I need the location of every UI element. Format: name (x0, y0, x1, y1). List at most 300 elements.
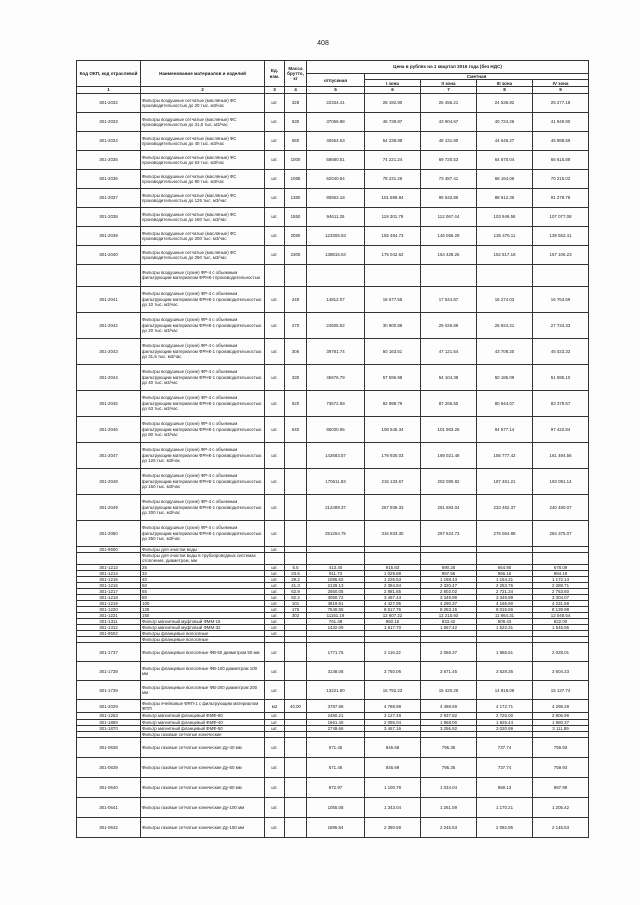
row-unit: шт. (265, 576, 285, 582)
table-row (77, 93, 589, 112)
row-name: Фильтры воздушные сетчатые (масляные) ФС производительностью до 250 тыс. м3/час (141, 245, 265, 264)
row-zone3-price: 1 154.21 (477, 576, 533, 582)
row-zone3-price: 24 536.82 (477, 93, 533, 112)
row-zone1-price: 267 939.33 (365, 494, 421, 520)
row-zone2-price: 833.42 (421, 619, 477, 625)
row-zone1-price: 2 095.04 (365, 719, 421, 725)
row-zone3-price: 4 172.71 (477, 700, 533, 713)
row-zone3-price: 26 924.21 (477, 312, 533, 338)
row-zone3-price: 16 274.03 (477, 286, 533, 312)
table-row (77, 390, 589, 416)
table-body (77, 93, 589, 837)
row-mass: 2300 (285, 245, 307, 264)
row-code: 301-2039 (77, 226, 141, 245)
row-name: Фильтры воздушные (сухие) ФР-4 с объемным фильтрующим материалом ФРНК-1 производительностью до 160 тыс. м3/час (141, 468, 265, 494)
row-zone1-price (365, 264, 421, 286)
row-zone2-price: 1 968.00 (421, 719, 477, 725)
row-code: 301-2035 (77, 150, 141, 169)
row-name: Фильтр магнитный муфтовый ФММ-15 (141, 619, 265, 625)
row-unit: шт. (265, 188, 285, 207)
row-zone4-price: 678.09 (533, 564, 589, 570)
row-unit: шт. (265, 150, 285, 169)
row-unit: шт. (265, 777, 285, 797)
row-zone2-price: 251 693.04 (421, 494, 477, 520)
row-zone2-price (421, 552, 477, 564)
row-zone1-price: 846.69 (365, 757, 421, 777)
row-unit: шт. (265, 93, 285, 112)
row-zone4-price: 12 048.54 (533, 613, 589, 619)
row-zone4-price: 27 734.33 (533, 312, 589, 338)
row-code: 301-2044 (77, 364, 141, 390)
row-zone4-price: 987.99 (533, 777, 589, 797)
row-name: 50 (141, 582, 265, 588)
row-unit (265, 552, 285, 564)
row-name: 32 (141, 570, 265, 576)
header-mass: Масса брутто, кг (285, 61, 307, 87)
row-unit: шт. (265, 494, 285, 520)
row-name: Фильтры воздушные (сухие) ФР-4 с объемным фильтрующим материалом ФРНК-1 производительностью до 250 тыс. м3/час (141, 520, 265, 546)
row-mass: 306 (285, 338, 307, 364)
row-zone4-price: 3 304.07 (533, 594, 589, 600)
row-release-price: 1432.09 (307, 625, 365, 631)
row-mass: 328 (285, 93, 307, 112)
row-name: 25 (141, 564, 265, 570)
row-code: 301-9500 (77, 546, 141, 552)
row-code: 301-1219 (77, 601, 141, 607)
row-zone2-price: 112 067.44 (421, 207, 477, 226)
row-zone4-price: 161 494.56 (533, 442, 589, 468)
row-zone3-price: 68 164.06 (477, 169, 533, 188)
row-release-price: 212489.37 (307, 494, 365, 520)
row-mass: 101 (285, 601, 307, 607)
row-zone2-price: 2 066.37 (421, 643, 477, 662)
row-zone1-price: 1 617.70 (365, 625, 421, 631)
row-unit: шт. (265, 364, 285, 390)
row-zone1-price: 119 301.79 (365, 207, 421, 226)
row-zone4-price: 8 139.98 (533, 607, 589, 613)
row-unit: шт. (265, 131, 285, 150)
row-code: 301-0640 (77, 777, 141, 797)
row-unit: шт. (265, 619, 285, 625)
row-unit: шт. (265, 588, 285, 594)
row-mass: 41.3 (285, 582, 307, 588)
row-zone3-price: 40 724.26 (477, 112, 533, 131)
row-zone1-price: 3 467.16 (365, 725, 421, 731)
row-zone3-price: 966.16 (477, 570, 533, 576)
row-zone1-price: 57 596.98 (365, 364, 421, 390)
row-zone4-price: 15 137.74 (533, 681, 589, 700)
row-mass: 270 (285, 312, 307, 338)
row-zone3-price: 1 985.61 (477, 643, 533, 662)
row-code: 301-1216 (77, 582, 141, 588)
row-release-price: 14812.07 (307, 286, 365, 312)
row-release-price: 2560.05 (307, 588, 365, 594)
row-release-price: 1895.84 (307, 817, 365, 837)
row-release-price: 3148.08 (307, 662, 365, 681)
row-zone2-price: 1 188.43 (421, 576, 477, 582)
row-zone2-price: 48 131.90 (421, 131, 477, 150)
row-zone3-price (477, 264, 533, 286)
row-name: Фильтры воздушные сетчатые (масляные) ФС производительностью до 125 тыс. м3/час (141, 188, 265, 207)
row-zone1-price: 108 545.34 (365, 416, 421, 442)
row-code: 301-2042 (77, 312, 141, 338)
row-release-price: 911.73 (307, 570, 365, 576)
row-zone3-price: 2 721.34 (477, 588, 533, 594)
row-zone4-price: 45 988.59 (533, 131, 589, 150)
row-mass: 302 (285, 613, 307, 619)
row-name: Фильтры для очистки воды в трубопроводных системах отопления, диаметром, мм (141, 552, 265, 564)
row-code: 301-1214 (77, 570, 141, 576)
row-zone2-price: 95 532.85 (421, 188, 477, 207)
row-zone3-price: 664.90 (477, 564, 533, 570)
row-unit: шт. (265, 442, 285, 468)
row-code: 301-2043 (77, 338, 141, 364)
row-name: Фильтры для очистки воды (141, 546, 265, 552)
header-zone3: III зона (477, 80, 533, 87)
row-code: 301-2036 (77, 169, 141, 188)
row-zone3-price: 737.74 (477, 737, 533, 757)
row-zone2-price: 2 245.63 (421, 817, 477, 837)
row-zone4-price: 2 028.01 (533, 643, 589, 662)
row-zone3-price: 156 777.42 (477, 442, 533, 468)
row-zone1-price: 50 163.51 (365, 338, 421, 364)
column-number: 1 (77, 87, 141, 93)
row-zone1-price: 2 390.59 (365, 817, 421, 837)
row-name: Фильтры газовые сетчатые конические Ду-40 мм (141, 737, 265, 757)
row-mass (285, 797, 307, 817)
row-release-price: 761.48 (307, 619, 365, 625)
row-mass: 1380 (285, 188, 307, 207)
row-mass: 249 (285, 286, 307, 312)
row-zone1-price: 846.68 (365, 737, 421, 757)
row-zone4-price: 25 277.18 (533, 93, 589, 112)
row-zone4-price: 16 763.69 (533, 286, 589, 312)
column-number: 2 (141, 87, 265, 93)
row-mass (285, 737, 307, 757)
row-zone3-price: 809.43 (477, 619, 533, 625)
row-mass: 1085 (285, 169, 307, 188)
row-zone2-price: 1 261.59 (421, 797, 477, 817)
row-zone1-price: 4 788.98 (365, 700, 421, 713)
row-zone1-price: 28 192.80 (365, 93, 421, 112)
row-release-price: 142683.57 (307, 442, 365, 468)
row-release-price: 58680.51 (307, 150, 365, 169)
row-name: 100 (141, 601, 265, 607)
row-code: 301-2045 (77, 390, 141, 416)
row-code: 301-2046 (77, 416, 141, 442)
row-zone1-price: 78 231.26 (365, 169, 421, 188)
row-name: 150 (141, 613, 265, 619)
row-zone4-price: 284 375.07 (533, 520, 589, 546)
table-row (77, 643, 589, 662)
table-row (77, 681, 589, 700)
row-unit: шт. (265, 564, 285, 570)
row-zone3-price: 3 349.99 (477, 594, 533, 600)
row-release-price: 251264.75 (307, 520, 365, 546)
row-code (77, 264, 141, 286)
row-code: 301-1217 (77, 588, 141, 594)
header-release: отпускная (307, 74, 365, 87)
row-name: Фильтры газовые сетчатые конические (141, 731, 265, 737)
row-name: Фильтры воздушные (сухие) ФР-4 с объемным фильтрующим материалом ФРНК-1 производительностью до 31,5 тыс. м3/час (141, 338, 265, 364)
row-unit: шт. (265, 594, 285, 600)
table-row (77, 700, 589, 713)
row-zone4-price: 759.93 (533, 737, 589, 757)
table-row (77, 188, 589, 207)
row-zone3-price: 1 170.21 (477, 797, 533, 817)
row-name: Фильтры воздушные (сухие) ФР-4 с объемным фильтрующим материалом ФРНК-1 производительностью до 80 тыс. м3/час (141, 416, 265, 442)
column-number: 8 (477, 87, 533, 93)
row-name: 80 (141, 594, 265, 600)
row-zone4-price: 3 604.23 (533, 662, 589, 681)
row-unit: шт. (265, 245, 285, 264)
table-row (77, 286, 589, 312)
row-zone2-price: 29 026.89 (421, 312, 477, 338)
row-zone4-price: 1 172.13 (533, 576, 589, 582)
column-number: 4 (285, 87, 307, 93)
table-row (77, 817, 589, 837)
row-zone2-price: 795.35 (421, 757, 477, 777)
row-zone2-price: 8 253.15 (421, 607, 477, 613)
row-zone3-price: 14 819.08 (477, 681, 533, 700)
row-zone1-price: 92 898.79 (365, 390, 421, 416)
table-row (77, 226, 589, 245)
table-row (77, 719, 589, 725)
row-zone4-price: 240 490.07 (533, 494, 589, 520)
row-zone4-price: 139 552.41 (533, 226, 589, 245)
row-zone4-price: 45 023.32 (533, 338, 589, 364)
row-mass (285, 662, 307, 681)
row-zone4-price: 51 695.10 (533, 364, 589, 390)
row-unit: шт. (265, 546, 285, 552)
row-code: 301-0638 (77, 737, 141, 757)
table-row (77, 112, 589, 131)
row-name: Фильтр магнитный муфтовый ФММ-32 (141, 625, 265, 631)
row-unit: шт. (265, 207, 285, 226)
column-number: 3 (265, 87, 285, 93)
row-mass: 40.00 (285, 700, 307, 713)
column-number: 7 (421, 87, 477, 93)
row-release-price: 73672.59 (307, 390, 365, 416)
row-zone2-price: 26 455.21 (421, 93, 477, 112)
row-zone1-price: 18 677.55 (365, 286, 421, 312)
row-zone2-price: 3 256.92 (421, 725, 477, 731)
row-zone1-price: 30 900.88 (365, 312, 421, 338)
row-name: Фильтры воздушные (сухие) ФР-4 с объемным фильтрующим материалом ФРНК-1 производительностью до 125 тыс. м3/час (141, 442, 265, 468)
row-release-price: 13221.90 (307, 681, 365, 700)
row-zone1-price: 3 127.48 (365, 713, 421, 719)
row-zone2-price: 3 671.45 (421, 662, 477, 681)
header-unit: Ед. изм. (265, 61, 285, 87)
row-zone1-price: 3 760.06 (365, 662, 421, 681)
row-zone1-price: 2 881.85 (365, 588, 421, 594)
row-zone2-price: 1 034.04 (421, 777, 477, 797)
row-mass: 630 (285, 112, 307, 131)
row-zone3-price: 80 944.07 (477, 390, 533, 416)
row-zone4-price: 1 205.42 (533, 797, 589, 817)
row-zone4-price: 97 422.84 (533, 416, 589, 442)
row-release-price: 671.45 (307, 737, 365, 757)
row-name: Фильтры газовые сетчатые конические Ду-150 мм (141, 817, 265, 837)
table-row (77, 169, 589, 188)
row-unit: шт. (265, 286, 285, 312)
row-mass: 640 (285, 416, 307, 442)
row-zone3-price: 50 185.09 (477, 364, 533, 390)
row-zone3-price: 43 708.20 (477, 338, 533, 364)
row-release-price: 22334.41 (307, 93, 365, 112)
row-zone2-price: 73 487.41 (421, 169, 477, 188)
header-price-group: Цена в рублях на 1 квартал 2016 года (без НДС) (307, 61, 589, 74)
row-unit: шт. (265, 601, 285, 607)
row-release-price: 2480.21 (307, 713, 365, 719)
row-zone3-price: 737.74 (477, 757, 533, 777)
row-name: Фильтры газовые сетчатые конические Ду-80 мм (141, 777, 265, 797)
table-row (77, 777, 589, 797)
header-zone4: IV зона (533, 80, 589, 87)
row-zone2-price: 2 320.47 (421, 582, 477, 588)
row-code: 301-1737 (77, 643, 141, 662)
row-zone4-price: 2 288.71 (533, 582, 589, 588)
row-name: Фильтр магнитный фланцевый ФМФ-50 (141, 725, 265, 731)
row-release-price: 3787.68 (307, 700, 365, 713)
row-unit: шт. (265, 625, 285, 631)
table-row (77, 662, 589, 681)
row-zone3-price: 1 522.31 (477, 625, 533, 631)
row-release-price: 11161.19 (307, 613, 365, 619)
row-code: 301-2038 (77, 207, 141, 226)
row-unit: шт. (265, 520, 285, 546)
row-unit: шт. (265, 797, 285, 817)
row-zone2-price: 15 420.25 (421, 681, 477, 700)
row-zone2-price: 169 021.48 (421, 442, 477, 468)
row-zone4-price: 3 111.89 (533, 725, 589, 731)
row-zone4-price: 4 231.58 (533, 601, 589, 607)
row-name: Фильтры фланцевые волосяные ФВ-50 диаметром 50 мм (141, 643, 265, 662)
row-zone1-price: 2 116.22 (365, 643, 421, 662)
row-release-price: 86030.95 (307, 416, 365, 442)
table-row (77, 245, 589, 264)
row-zone2-price: 1 567.42 (421, 625, 477, 631)
row-zone4-price: 984.19 (533, 570, 589, 576)
row-release-price: 671.46 (307, 757, 365, 777)
row-zone4-price: 1 880.37 (533, 719, 589, 725)
row-code: 301-1311 (77, 619, 141, 625)
row-zone3-price (477, 552, 533, 564)
row-zone2-price: 4 290.37 (421, 601, 477, 607)
row-zone1-price: 4 427.95 (365, 601, 421, 607)
row-zone4-price: 2 763.50 (533, 588, 589, 594)
row-zone3-price: 4 166.90 (477, 601, 533, 607)
row-release-price: 1661.46 (307, 719, 365, 725)
row-zone3-price: 11 864.31 (477, 613, 533, 619)
header-zone1: I зона (365, 80, 421, 87)
table-row (77, 725, 589, 731)
row-unit: шт. (265, 737, 285, 757)
row-name: Фильтры воздушные сетчатые (масляные) ФС производительностью до 160 тыс. м3/час (141, 207, 265, 226)
row-code: 301-2040 (77, 245, 141, 264)
row-zone1-price: 1 100.79 (365, 777, 421, 797)
row-zone3-price: 88 612.35 (477, 188, 533, 207)
row-zone3-price: 103 949.58 (477, 207, 533, 226)
table-row (77, 150, 589, 169)
row-mass (285, 777, 307, 797)
row-unit: шт. (265, 725, 285, 731)
row-zone3-price: 1 825.44 (477, 719, 533, 725)
row-zone2-price: 146 056.29 (421, 226, 477, 245)
row-zone3-price: 3 020.99 (477, 725, 533, 731)
row-zone3-price: 2 082.95 (477, 817, 533, 837)
row-release-price: 94611.25 (307, 207, 365, 226)
row-code: 301-1739 (77, 681, 141, 700)
row-release-price: 7540.55 (307, 607, 365, 613)
row-zone4-price: 822.00 (533, 619, 589, 625)
table-row (77, 552, 589, 564)
row-unit: шт. (265, 390, 285, 416)
row-name: Фильтры воздушные (сухие) ФР-4 с объемным фильтрующим материалом ФРНК-1 производительностью до 200 тыс. м3/час (141, 494, 265, 520)
row-unit: м2 (265, 700, 285, 713)
row-name: Фильтры воздушные сетчатые (масляные) ФС производительностью до 20 тыс. м3/час (141, 93, 265, 112)
row-mass: 5.5 (285, 564, 307, 570)
row-zone1-price: 1 226.53 (365, 576, 421, 582)
table-row (77, 364, 589, 390)
row-code: 301-0641 (77, 797, 141, 817)
row-zone1-price: 8 517.76 (365, 607, 421, 613)
row-mass (285, 442, 307, 468)
row-name: Фильтры воздушные сетчатые (масляные) ФС производительностью до 40 тыс. м3/час (141, 131, 265, 150)
row-zone3-price: 2 725.00 (477, 713, 533, 719)
table-row (77, 338, 589, 364)
row-zone4-price: 1 545.95 (533, 625, 589, 631)
row-code: 301-2037 (77, 188, 141, 207)
row-name: 40 (141, 576, 265, 582)
row-zone4-price: 2 806.99 (533, 713, 589, 719)
row-zone1-price: 12 607.22 (365, 613, 421, 619)
row-mass (285, 264, 307, 286)
row-name: 125 (141, 607, 265, 613)
row-zone2-price: 164 428.26 (421, 245, 477, 264)
row-release-price: 3819.91 (307, 601, 365, 607)
row-code: 301-1218 (77, 594, 141, 600)
row-mass: 82.2 (285, 594, 307, 600)
row-unit: шт. (265, 169, 285, 188)
row-unit: шт. (265, 613, 285, 619)
row-zone1-price: 179 930.03 (365, 442, 421, 468)
row-release-price: 872.97 (307, 777, 365, 797)
row-zone4-price: 66 615.88 (533, 150, 589, 169)
row-zone2-price: 101 963.26 (421, 416, 477, 442)
row-zone2-price: 54 104.38 (421, 364, 477, 390)
column-number: 9 (533, 87, 589, 93)
row-code: 301-1870 (77, 725, 141, 731)
row-zone2-price: 2 937.82 (421, 713, 477, 719)
table-row (77, 797, 589, 817)
row-zone2-price: 12 215.93 (421, 613, 477, 619)
row-code: 301-2029 (77, 700, 141, 713)
row-release-price: 24505.52 (307, 312, 365, 338)
table-row (77, 416, 589, 442)
table-row (77, 312, 589, 338)
row-code: 301-0642 (77, 817, 141, 837)
row-mass (285, 757, 307, 777)
table-row (77, 494, 589, 520)
row-zone1-price: 316 833.30 (365, 520, 421, 546)
row-mass: 520 (285, 390, 307, 416)
table-row (77, 713, 589, 719)
row-zone4-price: 2 145.63 (533, 817, 589, 837)
row-zone2-price: 4 498.59 (421, 700, 477, 713)
row-zone2-price: 17 544.87 (421, 286, 477, 312)
table-row (77, 131, 589, 150)
